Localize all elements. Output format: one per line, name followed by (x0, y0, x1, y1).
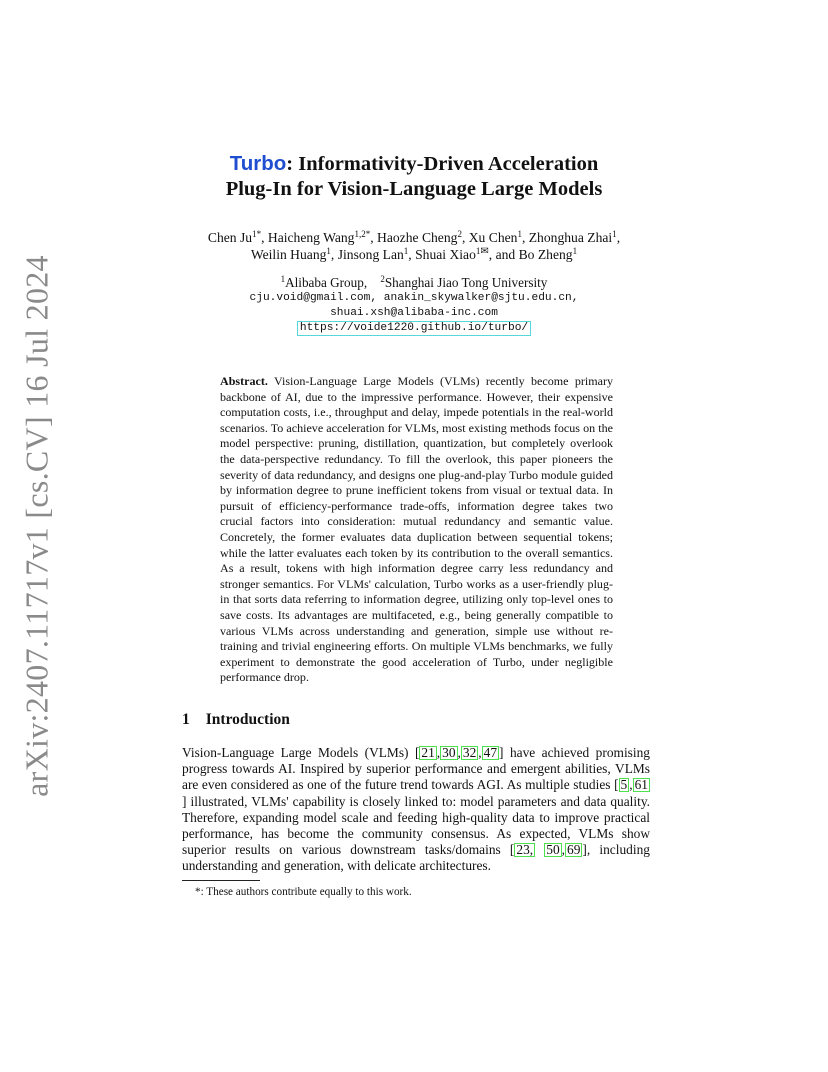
author-superscript-number: 1 (475, 246, 481, 256)
citation-link[interactable]: 69 (567, 842, 581, 858)
email-line-2[interactable]: shuai.xsh@alibaba-inc.com (330, 307, 498, 319)
abstract-label: Abstract. (220, 374, 268, 388)
author-name: Xu Chen (468, 230, 518, 245)
affiliations (0, 274, 828, 291)
affiliation-sjtu: Shanghai Jiao Tong University (384, 275, 548, 290)
arxiv-identifier: arXiv:2407.11717v1 [cs.CV] 16 Jul 2024 (18, 255, 55, 797)
title-line-1-text: : Informativity-Driven Acceleration (286, 153, 599, 175)
paper-title (0, 151, 828, 202)
title-line-2: Plug-In for Vision-Language Large Models (225, 178, 603, 200)
citation-link[interactable]: 47 (483, 745, 498, 760)
citation-link[interactable]: 50 (546, 842, 560, 858)
author-name: Bo Zheng (518, 247, 573, 262)
author-name: Haozhe Cheng (377, 230, 458, 245)
email-line-1[interactable]: cju.void@gmail.com, anakin_skywalker@sjtu.edu.cn, (249, 292, 579, 304)
author-name: Haicheng Wang (267, 230, 355, 245)
author-list (0, 229, 828, 263)
author-superscript: 2 (457, 229, 462, 239)
title-brand[interactable]: Turbo (229, 152, 287, 175)
section-number: 1 (182, 711, 190, 728)
author-superscript (476, 246, 489, 256)
citation-link[interactable]: 21 (421, 745, 435, 760)
author-name: Chen Ju (207, 230, 253, 245)
author-separator: , and (488, 247, 519, 262)
intro-text: have achieved promising progress towards AI. Inspired by superior performance and emergent abilities, VLMs are even considered as one of the future trend towards AGI. As multiple studies (182, 745, 650, 793)
footnote: *: These authors contribute equally to this work. (195, 886, 412, 898)
project-url-link[interactable]: https://voide1220.github.io/turbo/ (297, 321, 531, 336)
affiliation-superscript: 2 (380, 274, 385, 284)
intro-text: , including understanding and generation, with delicate architectures. (182, 842, 650, 874)
citation-link[interactable]: 30 (442, 745, 456, 760)
author-superscript: 1 (403, 246, 409, 256)
intro-text: Vision-Language Large Models (VLMs) (182, 745, 415, 760)
title-line-1 (0, 151, 828, 177)
abstract-text: Vision-Language Large Models (VLMs) recently become primary backbone of AI, due to the impressive performance. However, their expensive computation costs, i.e., throughput and delay, impede potentials in the real-world scenarios. To achieve acceleration for VLMs, most existing methods focus on the model perspective: pruning, distillation, quantization, but completely overlook the data-perspective redundancy. To fill the overlook, this paper pioneers the severity of data redundancy, and designs one plug-and-play Turbo module guided by information degree to prune inefficient tokens from visual or textual data. In pursuit of efficiency-performance trade-offs, information degree takes two crucial factors into consideration: mutual redundancy and semantic value. Concretely, the former evaluates data duplication between sequential tokens; while the latter evaluates each token by its contribution to the overall semantics. As a result, tokens with high information degree carry less redundancy and stronger semantics. For VLMs' calculation, Turbo works as a user-friendly plug-in that sorts data referring to information degree, utilizing only top-level ones to save costs. Its advantages are multifaceted, e.g., being generally compatible to various VLMs across understanding and generation, simple use without re-training and trivial engineering efforts. On multiple VLMs benchmarks, we fully experiment to demonstrate the good acceleration of Turbo, under negligible performance drop. (220, 374, 613, 685)
author-superscript: 1 (326, 246, 331, 256)
citation-link[interactable]: 61 (634, 777, 648, 793)
author-line-1: Chen $Ju^{1*}$, Haicheng Wang$^{1,2*}$, Haozhe Cheng$^2$, Xu Chen$^1$, Zhonghua Zhai$^1$, (207, 229, 621, 245)
affiliation-alibaba: Alibaba Group, (285, 275, 368, 290)
citation-link[interactable]: 23, (516, 842, 534, 858)
section-heading (182, 711, 290, 729)
footnote-divider (182, 880, 260, 881)
author-superscript: 1,2* (354, 229, 371, 239)
author-name: Weilin Huang (250, 247, 327, 262)
author-superscript: 1* (252, 229, 262, 239)
project-url-row (0, 321, 828, 336)
author-line-2: Weilin Huang$^1$, Jinsong Lan$^1$, Shuai Xiao$^{1✉}$, and Bo Zheng$^1$ (250, 246, 578, 262)
author-name: Jinsong Lan (337, 247, 404, 262)
envelope-icon: ✉ (480, 246, 489, 257)
author-superscript: 1 (517, 229, 522, 239)
author-name: Zhonghua Zhai (528, 230, 613, 245)
author-superscript: 1 (572, 246, 578, 256)
abstract (220, 374, 613, 686)
citation-link[interactable]: 32 (462, 745, 477, 760)
section-title: Introduction (205, 711, 290, 728)
author-name: Shuai Xiao (415, 247, 476, 262)
intro-paragraph: Vision-Language Large Models (VLMs) [ 21 , 30 , 32 , 47 ] have achieved promising progress towards AI. Inspired by superior performance and emergent abilities, VLMs are even considered as one of the future trend towards AGI. As multiple studies [ 5 , 61] illustrated, VLMs' capability is closely linked to: model parameters and data quality. Therefore, expanding model scale and feeding high-quality data to improve practical performance, has become the community consensus. As expected, VLMs show superior results on various downstream tasks/domains [ 23, 50 , 69 ], including understanding and generation, with delicate architectures. (182, 745, 650, 874)
intro-text: illustrated, VLMs' capability is closely linked to: model parameters and data quality. Therefore, expanding model scale and feeding high-quality data to improve practical performance, has become the community consensus. As expected, VLMs show superior results on various downstream tasks/domains (182, 793, 650, 858)
affiliation-superscript: 1 (280, 274, 286, 284)
citation-link[interactable]: 5 (620, 777, 628, 793)
author-superscript: 1 (612, 229, 617, 239)
